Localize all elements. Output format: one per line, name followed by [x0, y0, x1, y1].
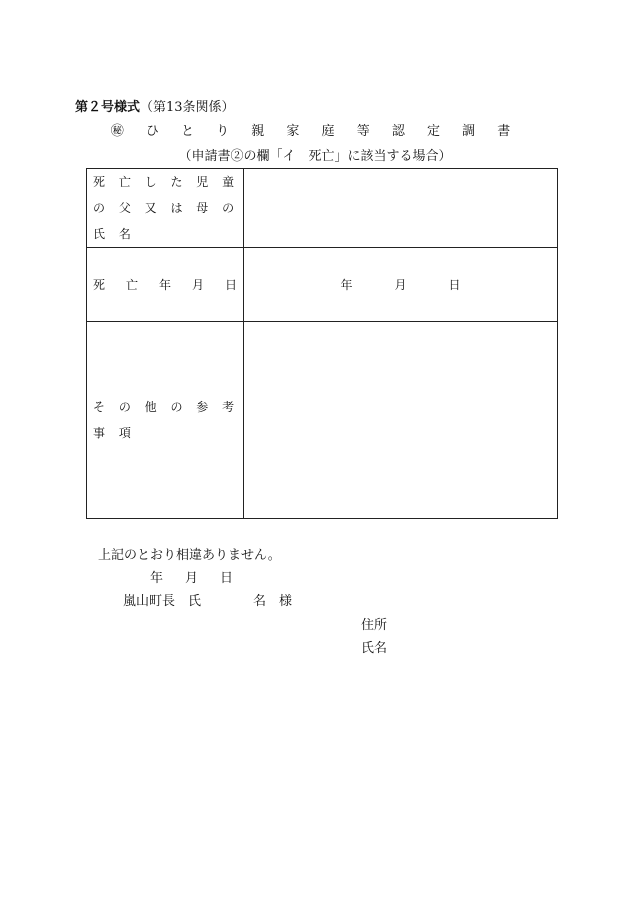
- form-number: [75, 96, 235, 115]
- label-char: 年: [158, 278, 171, 292]
- document-subtitle: （申請書②の欄「イ 死亡」に該当する場合）: [178, 149, 452, 164]
- date-of-death-label: [87, 248, 244, 322]
- month-label: 月: [185, 571, 199, 586]
- name-label: 氏名: [361, 641, 388, 656]
- table-row: [87, 169, 558, 248]
- label-char: 月: [191, 278, 204, 292]
- year-label: 年: [150, 571, 164, 586]
- deceased-parent-name-label: [87, 169, 244, 248]
- day-label: 日: [220, 571, 234, 586]
- date-of-death-field[interactable]: [244, 248, 558, 322]
- label-char: 死: [93, 278, 106, 292]
- other-notes-label: [87, 322, 244, 519]
- form-reference: （第13条関係）: [140, 100, 235, 115]
- form-number-label: 第２号様式: [75, 100, 141, 115]
- table-row: [87, 248, 558, 322]
- deceased-parent-name-field[interactable]: [244, 169, 558, 248]
- document-title: ㊙ ひ と り 親 家 庭 等 認 定 調 書: [110, 124, 520, 139]
- addressee: 嵐山町長 氏 名 様: [123, 594, 293, 609]
- day-label: 日: [448, 278, 461, 292]
- address-label: 住所: [361, 618, 388, 633]
- label-char: 日: [224, 278, 237, 292]
- year-label: 年: [340, 278, 353, 292]
- label-line-1: 死 亡 し た 児 童: [93, 175, 240, 189]
- form-table: [86, 168, 558, 519]
- label-line-2: の 父 又 は 母 の 氏 名: [93, 201, 240, 241]
- other-notes-label-text: そ の 他 の 参 考 事 項: [93, 400, 240, 440]
- label-char: 亡: [125, 278, 138, 292]
- declaration-text: 上記のとおり相違ありません。: [98, 548, 281, 563]
- table-row: [87, 322, 558, 519]
- other-notes-field[interactable]: [244, 322, 558, 519]
- declaration-date: [150, 567, 255, 586]
- month-label: 月: [394, 278, 407, 292]
